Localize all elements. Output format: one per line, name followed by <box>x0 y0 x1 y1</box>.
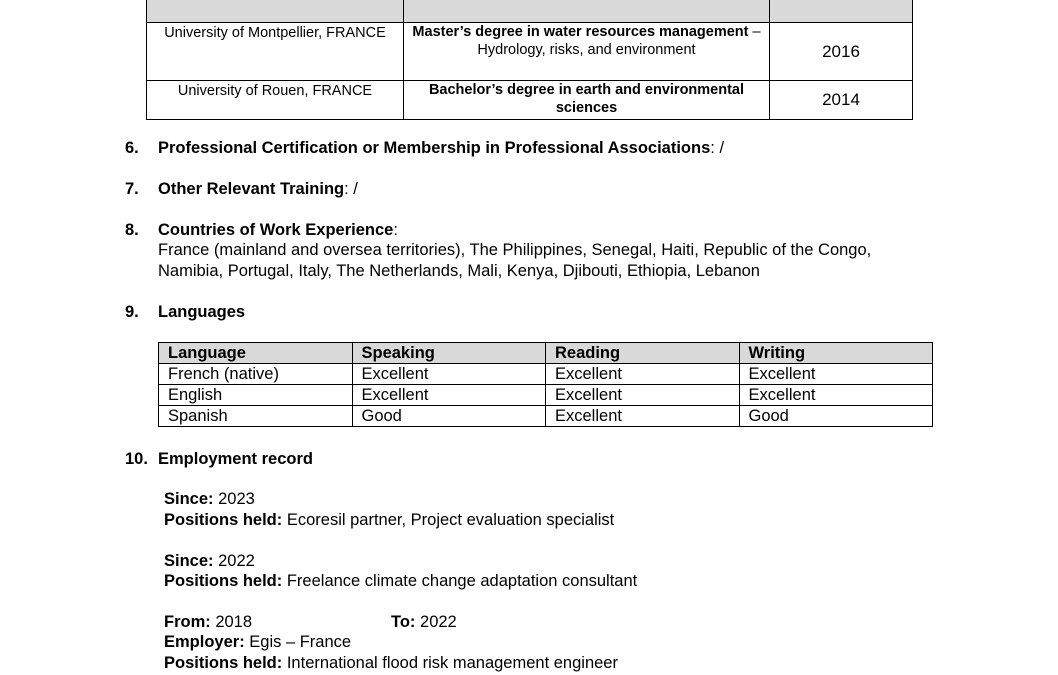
table-row <box>159 385 933 406</box>
employment-employer <box>164 633 351 652</box>
degree-title: Bachelor’s degree in earth and environmental sciences <box>428 82 745 116</box>
table-row <box>159 364 933 385</box>
degree-title: Master’s degree in water resources management <box>412 24 749 40</box>
table-cell: Excellent <box>352 364 546 385</box>
languages-header-row <box>159 343 933 364</box>
positions-label: Positions held: <box>164 654 283 672</box>
employment-positions <box>164 572 637 591</box>
positions-label: Positions held: <box>164 511 283 529</box>
header-cell: Writing <box>739 343 933 364</box>
year-cell: 2014 <box>770 81 913 120</box>
section-value: : / <box>344 180 358 198</box>
degree-cell <box>404 23 770 81</box>
section-number: 10. <box>125 450 148 468</box>
since-value: 2022 <box>213 552 255 570</box>
from-value: 2018 <box>210 613 253 631</box>
section-number: 8. <box>125 221 139 239</box>
since-label: Since: <box>164 490 214 508</box>
section-title: Other Relevant Training <box>158 180 345 198</box>
employment-from <box>164 613 252 632</box>
table-cell: Excellent <box>546 364 740 385</box>
education-table <box>146 0 913 120</box>
languages-table <box>158 342 933 427</box>
table-row <box>159 406 933 427</box>
employment-to <box>391 613 457 632</box>
table-cell: Excellent <box>739 364 933 385</box>
employment-positions <box>164 511 614 530</box>
countries-line: France (mainland and oversea territories), The Philippines, Senegal, Haiti, Republic of the Congo, <box>158 241 872 259</box>
countries-line: Namibia, Portugal, Italy, The Netherlands, Mali, Kenya, Djibouti, Ethiopia, Lebanon <box>158 262 760 280</box>
to-label: To: <box>391 613 416 631</box>
table-cell: Excellent <box>352 385 546 406</box>
positions-value: Ecoresil partner, Project evaluation specialist <box>282 511 615 529</box>
education-row <box>147 81 913 120</box>
table-cell: Excellent <box>739 385 933 406</box>
section-number: 6. <box>125 139 139 157</box>
education-row <box>147 23 913 81</box>
employer-label: Employer: <box>164 633 245 651</box>
degree-cell <box>404 81 770 120</box>
employment-positions <box>164 654 618 673</box>
table-cell: Good <box>352 406 546 427</box>
table-cell: French (native) <box>159 364 353 385</box>
section-title: Employment record <box>158 450 313 468</box>
table-cell: Excellent <box>546 406 740 427</box>
employer-value: Egis – France <box>244 633 352 651</box>
positions-value: Freelance climate change adaptation consultant <box>282 572 638 590</box>
institution-cell: University of Montpellier, FRANCE <box>147 23 404 81</box>
section-title: Countries of Work Experience <box>158 221 394 239</box>
to-value: 2022 <box>415 613 457 631</box>
degree-detail: – Hydrology, risks, and environment <box>477 24 761 58</box>
year-cell: 2016 <box>770 23 913 81</box>
header-cell: Speaking <box>352 343 546 364</box>
table-cell: Good <box>739 406 933 427</box>
section-value: : / <box>710 139 725 157</box>
table-cell: Spanish <box>159 406 353 427</box>
employment-since <box>164 490 255 509</box>
section-title: Professional Certification or Membership in Professional Associations <box>158 139 711 157</box>
education-header-row <box>147 0 913 23</box>
since-value: 2023 <box>213 490 255 508</box>
section-title: Languages <box>158 303 246 321</box>
header-cell: Language <box>159 343 353 364</box>
positions-value: International flood risk management engineer <box>282 654 618 672</box>
section-value: : <box>393 221 398 239</box>
from-label: From: <box>164 613 211 631</box>
positions-label: Positions held: <box>164 572 283 590</box>
section-number: 7. <box>125 180 139 198</box>
since-label: Since: <box>164 552 214 570</box>
institution-cell: University of Rouen, FRANCE <box>147 81 404 120</box>
table-cell: Excellent <box>546 385 740 406</box>
section-number: 9. <box>125 303 139 321</box>
table-cell: English <box>159 385 353 406</box>
header-cell: Reading <box>546 343 740 364</box>
employment-since <box>164 552 255 571</box>
